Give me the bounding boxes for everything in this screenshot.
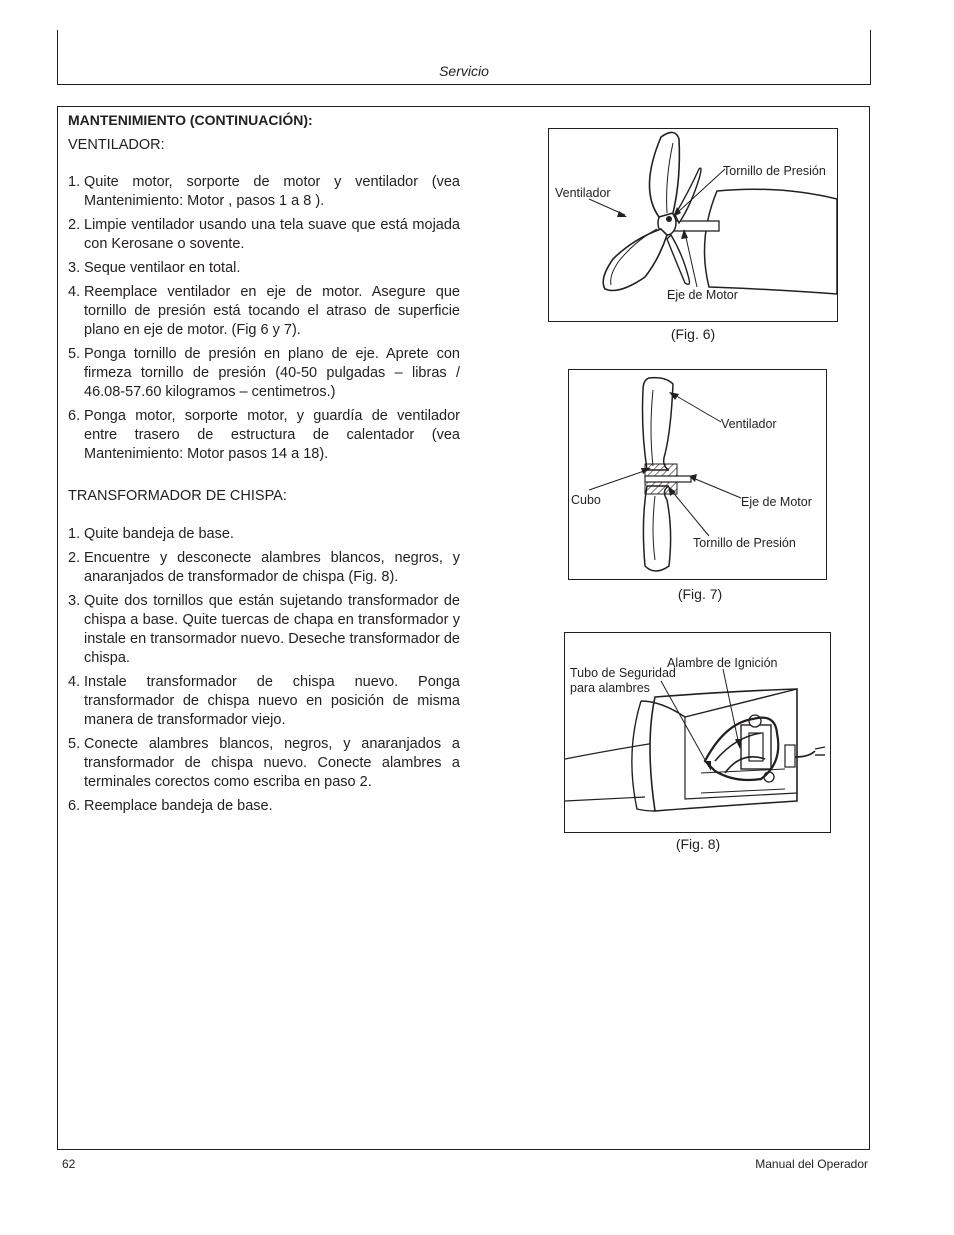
fig7-label-motor-shaft: Eje de Motor xyxy=(741,495,812,509)
list-item: 1. Quite motor, sorporte de motor y ventilador (vea Mantenimiento: Motor , pasos 1 a 8 ). xyxy=(68,174,460,209)
transformer-section-title: TRANSFORMADOR DE CHISPA: xyxy=(68,488,287,504)
fig8-label-ignition-wire: Alambre de Ignición xyxy=(667,656,778,670)
list-item: 6. Reemplace bandeja de base. xyxy=(68,798,273,814)
fan-steps xyxy=(68,173,460,469)
header-title: Servicio xyxy=(439,63,489,79)
list-item: 4. Instale transformador de chispa nuevo. Ponga transformador de chispa nuevo en posición de misma manera de transformador viejo. xyxy=(68,674,460,728)
list-item: 2. Encuentre y desconecte alambres blancos, negros, y anaranjados de transformador de chispa (Fig. 8). xyxy=(68,550,460,585)
list-item: 5. Conecte alambres blancos, negros, y anaranjados a transformador de chispa nuevo. Conecte alambres a terminales corectos como escriba en paso 2. xyxy=(68,736,460,790)
fig7-label-fan: Ventilador xyxy=(721,417,777,431)
fig7-label-set-screw: Tornillo de Presión xyxy=(693,536,796,550)
fig6-label-set-screw: Tornillo de Presión xyxy=(723,164,826,178)
list-item: 1. Quite bandeja de base. xyxy=(68,526,234,542)
fig8-label-tube-line1: Tubo de Seguridad xyxy=(570,666,676,680)
section-heading: MANTENIMIENTO (CONTINUACIÓN): xyxy=(68,112,313,128)
list-item: 2. Limpie ventilador usando una tela suave que está mojada con Kerosane o sovente. xyxy=(68,217,460,252)
page-number: 62 xyxy=(62,1157,76,1171)
list-item: 4. Reemplace ventilador en eje de motor. Asegure que tornillo de presión está tocando el atraso de superficie plano en eje de motor. (Fig 6 y 7). xyxy=(68,284,460,338)
header-frame xyxy=(57,30,871,85)
fig8-caption: (Fig. 8) xyxy=(675,836,721,852)
figure-8-spark-transformer xyxy=(564,632,831,833)
fig7-caption: (Fig. 7) xyxy=(677,586,723,602)
fig6-label-fan: Ventilador xyxy=(555,186,611,200)
transformer-steps xyxy=(68,525,460,821)
list-item: 3. Quite dos tornillos que están sujetando transformador de chispa a base. Quite tuercas de chapa en transformador y instale en transormador nuevo. Deseche transformador de chispa. xyxy=(68,593,460,666)
fig6-caption: (Fig. 6) xyxy=(670,326,716,342)
fig6-label-motor-shaft: Eje de Motor xyxy=(667,288,738,302)
figure-6-fan-on-shaft xyxy=(548,128,838,322)
manual-title: Manual del Operador xyxy=(755,1157,868,1171)
fan-section-title: VENTILADOR: xyxy=(68,137,165,153)
fig8-label-tube-line2: para alambres xyxy=(570,681,650,695)
figure-7-fan-hub-section xyxy=(568,369,827,580)
fig7-label-hub: Cubo xyxy=(571,493,601,507)
list-item: 3. Seque ventilaor en total. xyxy=(68,260,241,276)
list-item: 5. Ponga tornillo de presión en plano de eje. Aprete con firmeza tornillo de presión (40-50 pulgadas – libras / 46.08-57.60 kilogramos – centimetros.) xyxy=(68,346,460,400)
list-item: 6. Ponga motor, sorporte motor, y guardía de ventilador entre trasero de estructura de calentador (vea Mantenimiento: Motor pasos 14 a 18). xyxy=(68,408,460,462)
